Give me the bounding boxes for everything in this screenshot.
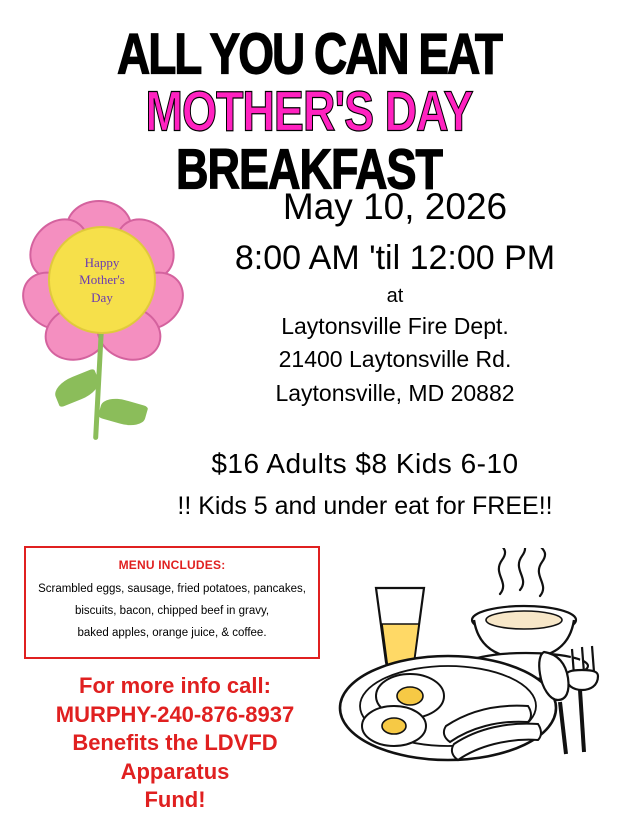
menu-item: Scrambled eggs, sausage, fried potatoes, pancakes,	[38, 583, 306, 595]
menu-item: biscuits, bacon, chipped beef in gravy,	[74, 604, 270, 617]
breakfast-plate-illustration	[328, 548, 610, 778]
venue-street: 21400 Laytonsville Rd.	[278, 346, 512, 373]
event-date: May 10, 2026	[282, 186, 508, 227]
benefits-line-2: Fund!	[144, 787, 206, 813]
flower-text-line-2: Mother's	[79, 272, 125, 288]
flower-leaf	[98, 394, 149, 430]
headline-line-2: MOTHER'S DAY	[145, 79, 473, 143]
venue-name: Laytonsville Fire Dept.	[281, 312, 509, 339]
price-line: $16 Adults $8 Kids 6-10	[211, 448, 519, 479]
flower-text-line-3: Day	[91, 289, 113, 305]
benefits-line: Benefits the LDVFD Apparatus	[72, 730, 278, 784]
headline-line-3: BREAKFAST	[175, 137, 442, 202]
menu-title: MENU INCLUDES:	[118, 558, 226, 572]
event-info-block	[180, 188, 610, 409]
at-label: at	[386, 284, 404, 307]
menu-box	[24, 546, 320, 659]
contact-info-line: For more info call:	[79, 673, 271, 698]
pricing-block	[120, 448, 610, 521]
flower-illustration	[20, 200, 190, 460]
headline-block	[0, 0, 618, 202]
menu-item: baked apples, orange juice, & coffee.	[77, 626, 267, 639]
venue-city-state-zip: Laytonsville, MD 20882	[275, 380, 515, 407]
headline-line-1: ALL YOU CAN EAT	[116, 21, 502, 86]
flower-text-line-1: Happy	[84, 254, 120, 270]
event-time: 8:00 AM 'til 12:00 PM	[234, 238, 556, 277]
kids-free-line: !! Kids 5 and under eat for FREE!!	[177, 492, 553, 520]
flower-center	[48, 226, 156, 334]
contact-block	[20, 672, 330, 815]
contact-phone: MURPHY-240-876-8937	[55, 701, 295, 727]
